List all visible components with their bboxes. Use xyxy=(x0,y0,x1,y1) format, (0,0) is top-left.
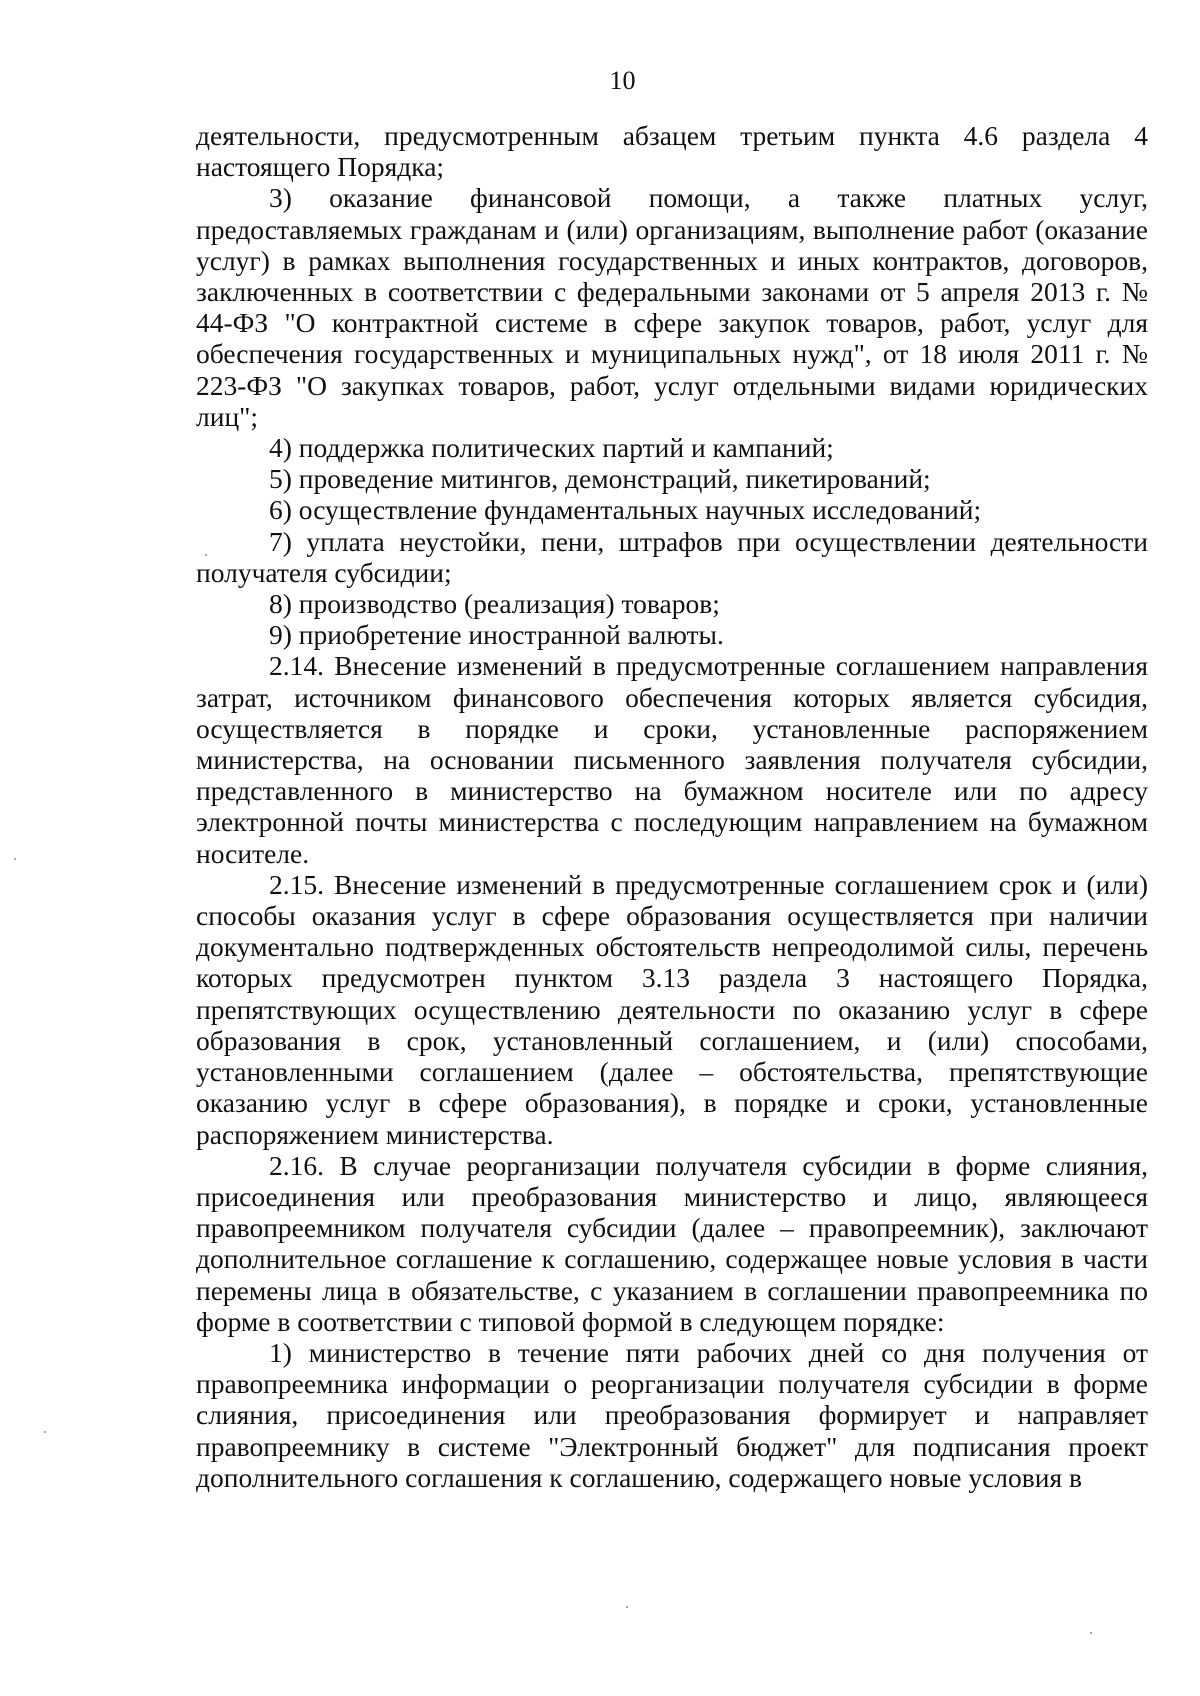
paragraph: 8) производство (реализация) товаров; xyxy=(269,588,720,620)
scan-speck xyxy=(1090,1632,1092,1634)
paragraph: 2.16. В случае реорганизации получателя субсидии в форме слияния, присоединения или преобразования министерство и лицо, являющееся правопреемником получателя субсидии (далее – правопреемник), заключают дополнительное соглашение к соглашению, содержащее новые условия в части перемены лица в обязательстве, с указанием в соглашении правопреемника по форме в соответствии с типовой формой в следующем порядке: xyxy=(196,1149,1148,1337)
paragraph: 5) проведение митингов, демонстраций, пикетирований; xyxy=(269,463,931,495)
paragraph: деятельности, предусмотренным абзацем третьим пункта 4.6 раздела 4 настоящего Порядка; xyxy=(196,120,1148,183)
paragraph: 2.15. Внесение изменений в предусмотренные соглашением срок и (или) способы оказания услуг в сфере образования осуществляется при наличии документально подтвержденных обстоятельств непреодолимой силы, перечень которых предусмотрен пунктом 3.13 раздела 3 настоящего Порядка, препятствующих осуществлению деятельности по оказанию услуг в сфере образования в срок, установленный соглашением, и (или) способами, установленными соглашением (далее – обстоятельства, препятствующие оказанию услуг в сфере образования), в порядке и сроки, установленные распоряжением министерства. xyxy=(196,868,1148,1150)
paragraph: 1) министерство в течение пяти рабочих дней со дня получения от правопреемника информации о реорганизации получателя субсидии в форме слияния, присоединения или преобразования формирует и направляет правопреемнику в системе "Электронный бюджет" для подписания проект дополнительного соглашения к соглашению, содержащего новые условия в xyxy=(196,1336,1148,1493)
paragraph: 6) осуществление фундаментальных научных исследований; xyxy=(269,494,982,526)
page-number: 10 xyxy=(609,66,636,95)
paragraph: 2.14. Внесение изменений в предусмотренные соглашением направления затрат, источником финансового обеспечения которых является субсидия, осуществляется в порядке и сроки, установленные распоряжением министерства, на основании письменного заявления получателя субсидии, представленного в министерство на бумажном носителе или по адресу электронной почты министерства с последующим направлением на бумажном носителе. xyxy=(196,650,1148,869)
paragraph: 7) уплата неустойки, пени, штрафов при осуществлении деятельности получателя субсидии; xyxy=(196,525,1148,588)
paragraph: 9) приобретение иностранной валюты. xyxy=(269,619,724,651)
document-body xyxy=(196,120,1148,1493)
paragraph: 3) оказание финансовой помощи, а также платных услуг, предоставляемых гражданам и (или) организациям, выполнение работ (оказание услуг) в рамках выполнения государственных и иных контрактов, договоров, заключенных в соответствии с федеральными законами от 5 апреля 2013 г. № 44-ФЗ "О контрактной системе в сфере закупок товаров, работ, услуг для обеспечения государственных и муниципальных нужд", от 18 июля 2011 г. № 223-ФЗ "О закупках товаров, работ, услуг отдельными видами юридических лиц"; xyxy=(196,182,1148,432)
scan-speck xyxy=(14,858,16,860)
scan-speck xyxy=(626,1606,628,1608)
scan-speck xyxy=(44,1431,46,1433)
paragraph: 4) поддержка политических партий и кампаний; xyxy=(269,432,834,464)
scan-speck xyxy=(205,554,207,556)
